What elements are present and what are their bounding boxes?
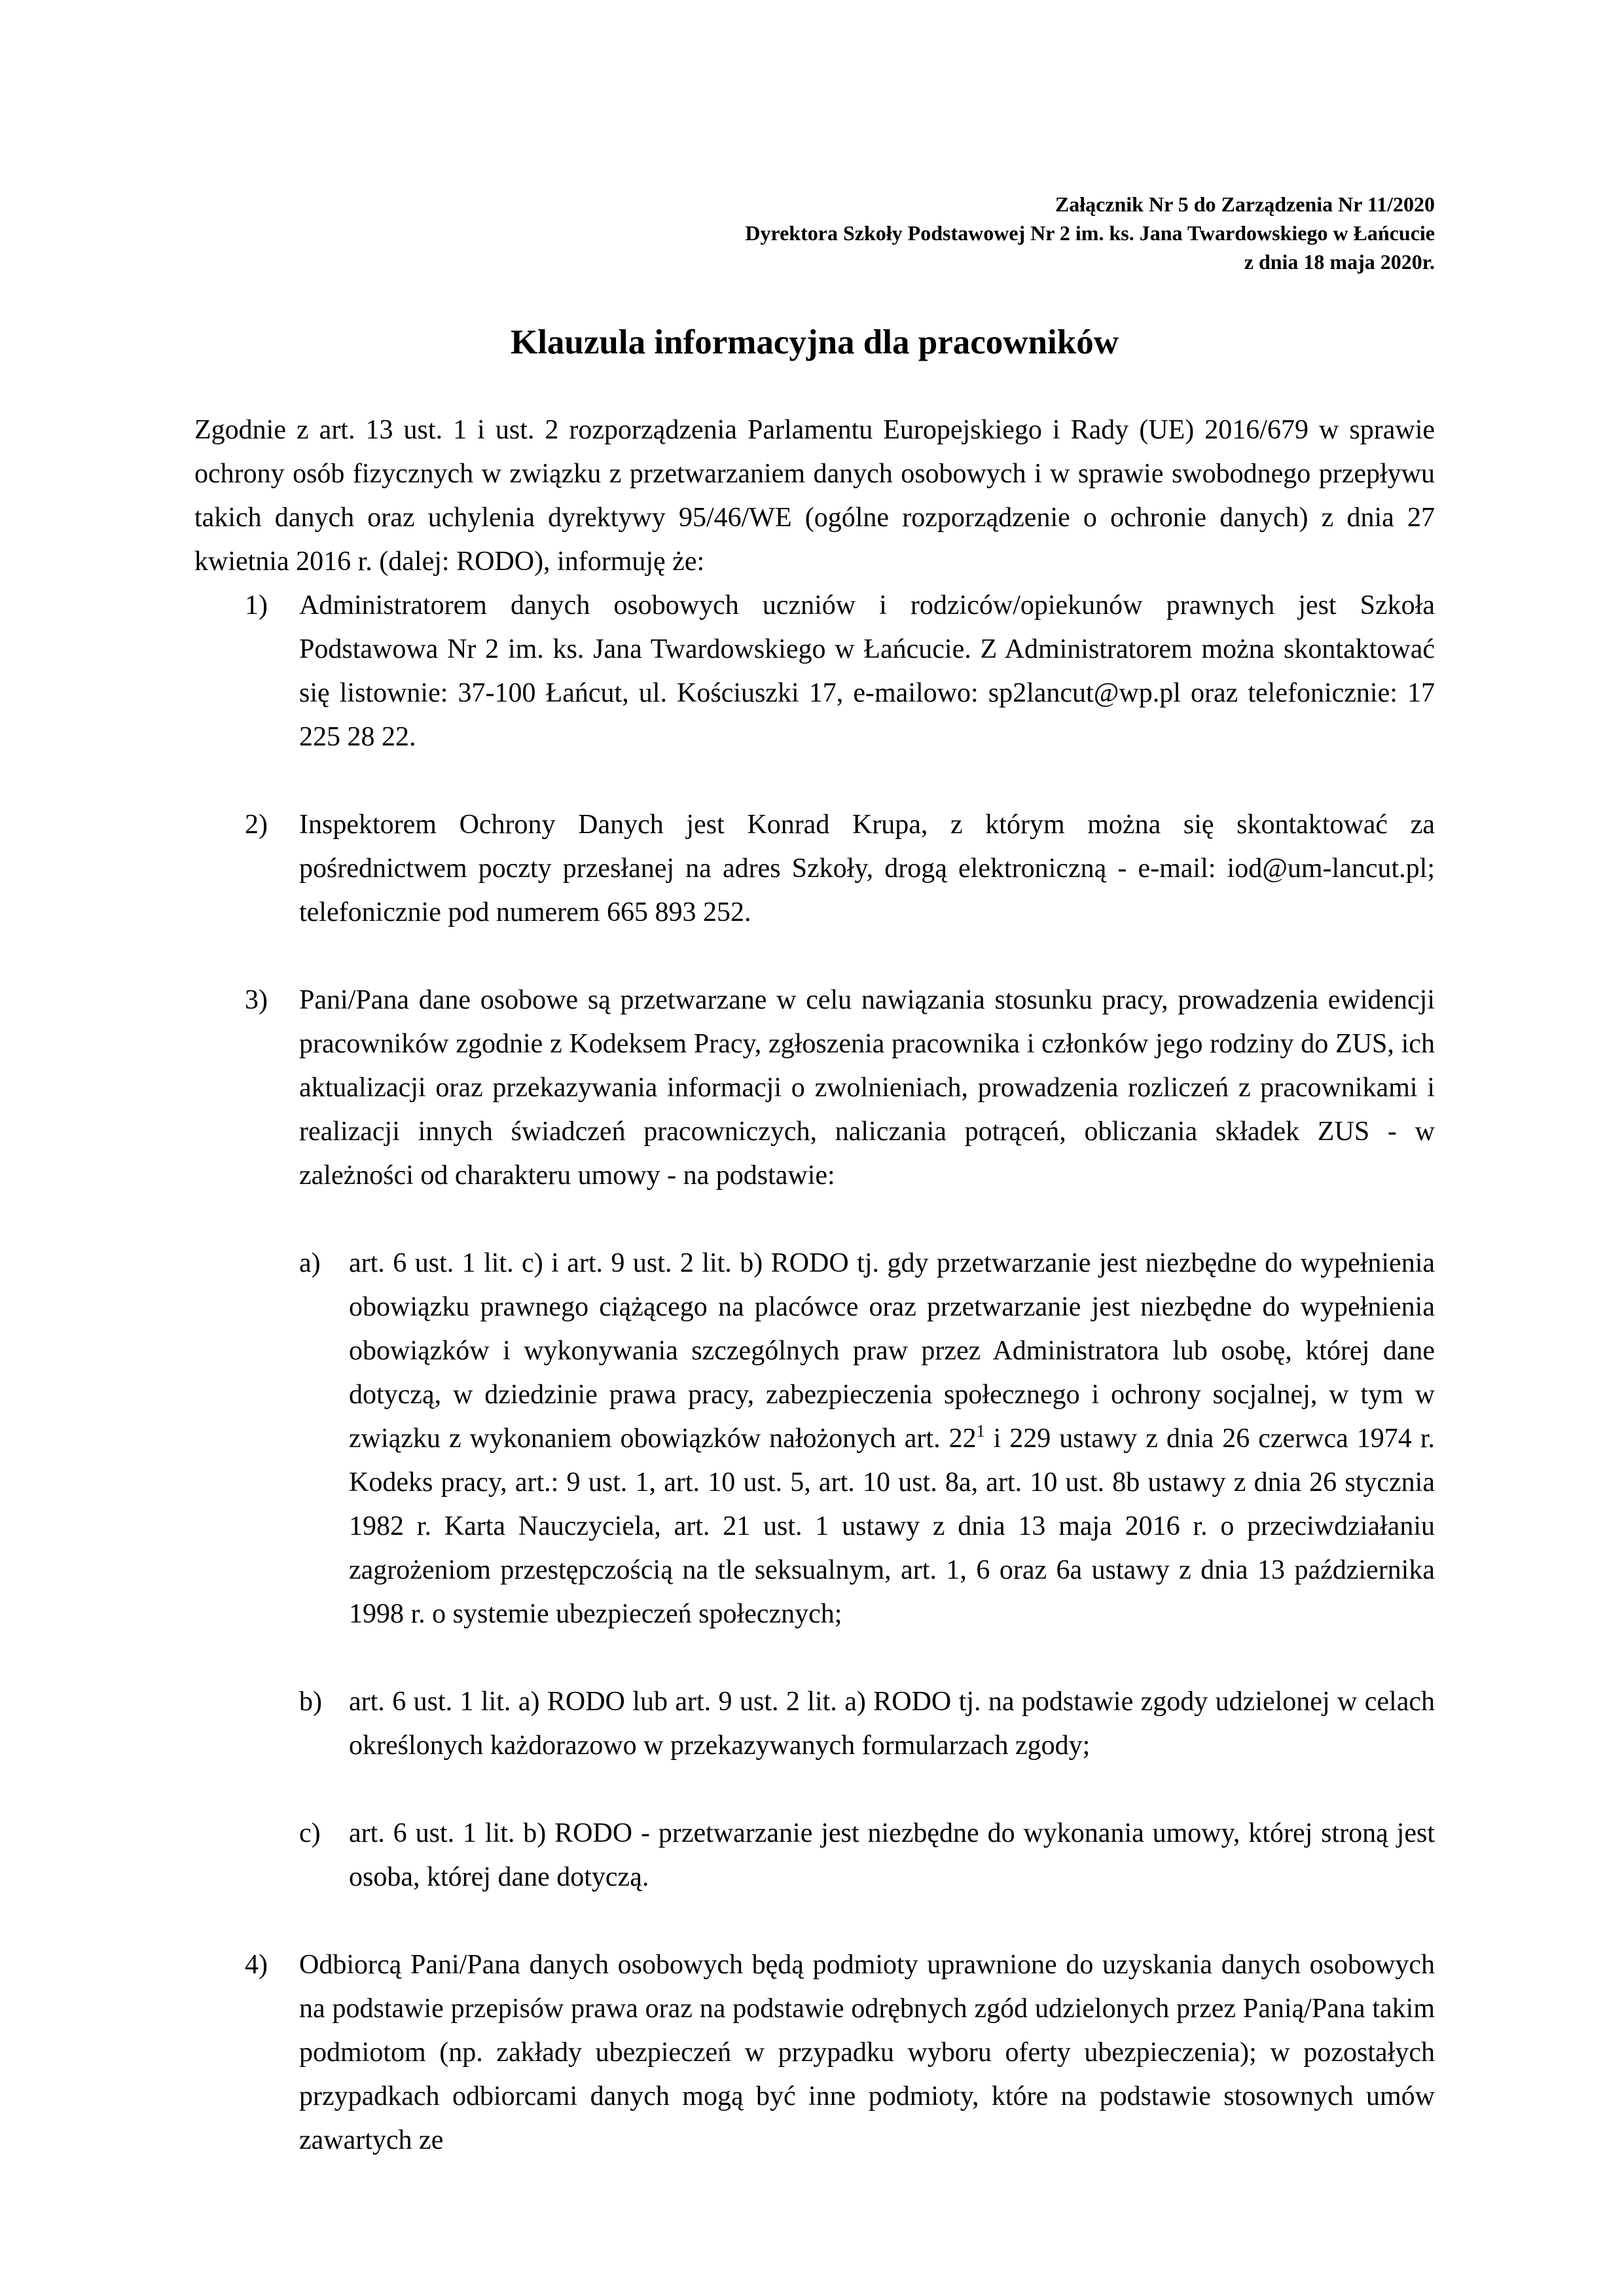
sublist-text-before: art. 6 ust. 1 lit. c) i art. 9 ust. 2 lit. b) RODO tj. gdy przetwarzanie jest niezbędne do wypełnienia obowiązku prawnego ciążącego na placówce oraz przetwarzanie jest niezbędne do wypełnienia obowiązków i wykonywania szczególnych praw przez Administratora lub osobę, której dane dotyczą, w dziedzinie prawa pracy, zabezpieczenia społecznego i ochrony socjalnej, w tym w związku z wykonaniem obowiązków nałożonych art. 22 bbox=[349, 1248, 1435, 1454]
superscript: 1 bbox=[976, 1422, 985, 1441]
sublist-item-b bbox=[299, 1680, 1435, 1768]
lettered-sublist bbox=[299, 1242, 1435, 1899]
sublist-item-letter: a) bbox=[299, 1248, 321, 1278]
sublist-text-after: i 229 ustawy z dnia 26 czerwca 1974 r. Kodeks pracy, art.: 9 ust. 1, art. 10 ust. 5, art. 10 ust. 8a, art. 10 ust. 8b ustawy z dnia 26 stycznia 1982 r. Karta Nauczyciela, art. 21 ust. 1 ustawy z dnia 13 maja 2016 r. o przeciwdziałaniu zagrożeniom przestępczością na tle seksualnym, art. 1, 6 oraz 6a ustawy z dnia 13 października 1998 r. o systemie ubezpieczeń społecznych; bbox=[349, 1424, 1435, 1629]
list-item-text: Administratorem danych osobowych uczniów i rodziców/opiekunów prawnych jest Szkoła Podstawowa Nr 2 im. ks. Jana Twardowskiego w Łańcucie. Z Administratorem można skontaktować się listownie: 37-100 Łańcut, ul. Kościuszki 17, e-mailowo: sp2lancut@wp.pl oraz telefonicznie: 17 225 28 22. bbox=[299, 590, 1435, 752]
list-item-text: Inspektorem Ochrony Danych jest Konrad Krupa, z którym można się skontaktować za pośrednictwem poczty przesłanej na adres Szkoły, drogą elektroniczną - e-mail: iod@um-lancut.pl; telefonicznie pod numerem 665 893 252. bbox=[299, 810, 1435, 927]
intro-paragraph: Zgodnie z art. 13 ust. 1 i ust. 2 rozporządzenia Parlamentu Europejskiego i Rady (UE) 2016/679 w sprawie ochrony osób fizycznych w związku z przetwarzaniem danych osobowych i w sprawie swobodnego przepływu takich danych oraz uchylenia dyrektywy 95/46/WE (ogólne rozporządzenie o ochronie danych) z dnia 27 kwietnia 2016 r. (dalej: RODO), informuję że: bbox=[194, 415, 1435, 577]
list-item-1 bbox=[245, 584, 1435, 759]
list-item-3 bbox=[245, 978, 1435, 1899]
sublist-item-letter: c) bbox=[299, 1818, 321, 1848]
sublist-item-letter: b) bbox=[299, 1687, 322, 1717]
sublist-item-text: art. 6 ust. 1 lit. b) RODO - przetwarzanie jest niezbędne do wykonania umowy, której stroną jest osoba, której dane dotyczą. bbox=[349, 1818, 1435, 1892]
list-item-2 bbox=[245, 803, 1435, 935]
list-item-number: 4) bbox=[245, 1950, 268, 1980]
header-line-3: z dnia 18 maja 2020r. bbox=[1244, 250, 1435, 274]
list-item-text: Odbiorcą Pani/Pana danych osobowych będą podmioty uprawnione do uzyskania danych osobowych na podstawie przepisów prawa oraz na podstawie odrębnych zgód udzielonych przez Panią/Pana takim podmiotom (np. zakłady ubezpieczeń w przypadku wyboru oferty ubezpieczenia); w pozostałych przypadkach odbiorcami danych mogą być inne podmioty, które na podstawie stosownych umów zawartych ze bbox=[299, 1950, 1435, 2155]
document-header bbox=[194, 190, 1435, 276]
list-item-text: Pani/Pana dane osobowe są przetwarzane w celu nawiązania stosunku pracy, prowadzenia ewidencji pracowników zgodnie z Kodeksem Pracy, zgłoszenia pracownika i członków jego rodziny do ZUS, ich aktualizacji oraz przekazywania informacji o zwolnieniach, prowadzenia rozliczeń z pracownikami i realizacji innych świadczeń pracowniczych, naliczania potrąceń, obliczania składek ZUS - w zależności od charakteru umowy - na podstawie: bbox=[299, 985, 1435, 1191]
document-title: Klauzula informacyjna dla pracowników bbox=[510, 323, 1119, 361]
sublist-item-a bbox=[299, 1242, 1435, 1636]
list-item-number: 2) bbox=[245, 810, 268, 840]
list-item-number: 3) bbox=[245, 985, 268, 1015]
sublist-item-c bbox=[299, 1812, 1435, 1899]
list-item-number: 1) bbox=[245, 590, 268, 620]
header-line-1: Załącznik Nr 5 do Zarządzenia Nr 11/2020 bbox=[1055, 192, 1435, 216]
sublist-item-text bbox=[349, 1242, 1435, 1636]
list-item-4 bbox=[245, 1943, 1435, 2162]
header-line-2: Dyrektora Szkoły Podstawowej Nr 2 im. ks. Jana Twardowskiego w Łańcucie bbox=[745, 221, 1435, 245]
document-page bbox=[194, 190, 1435, 2162]
numbered-list bbox=[194, 584, 1435, 2162]
sublist-item-text: art. 6 ust. 1 lit. a) RODO lub art. 9 ust. 2 lit. a) RODO tj. na podstawie zgody udzielonej w celach określonych każdorazowo w przekazywanych formularzach zgody; bbox=[349, 1687, 1435, 1761]
